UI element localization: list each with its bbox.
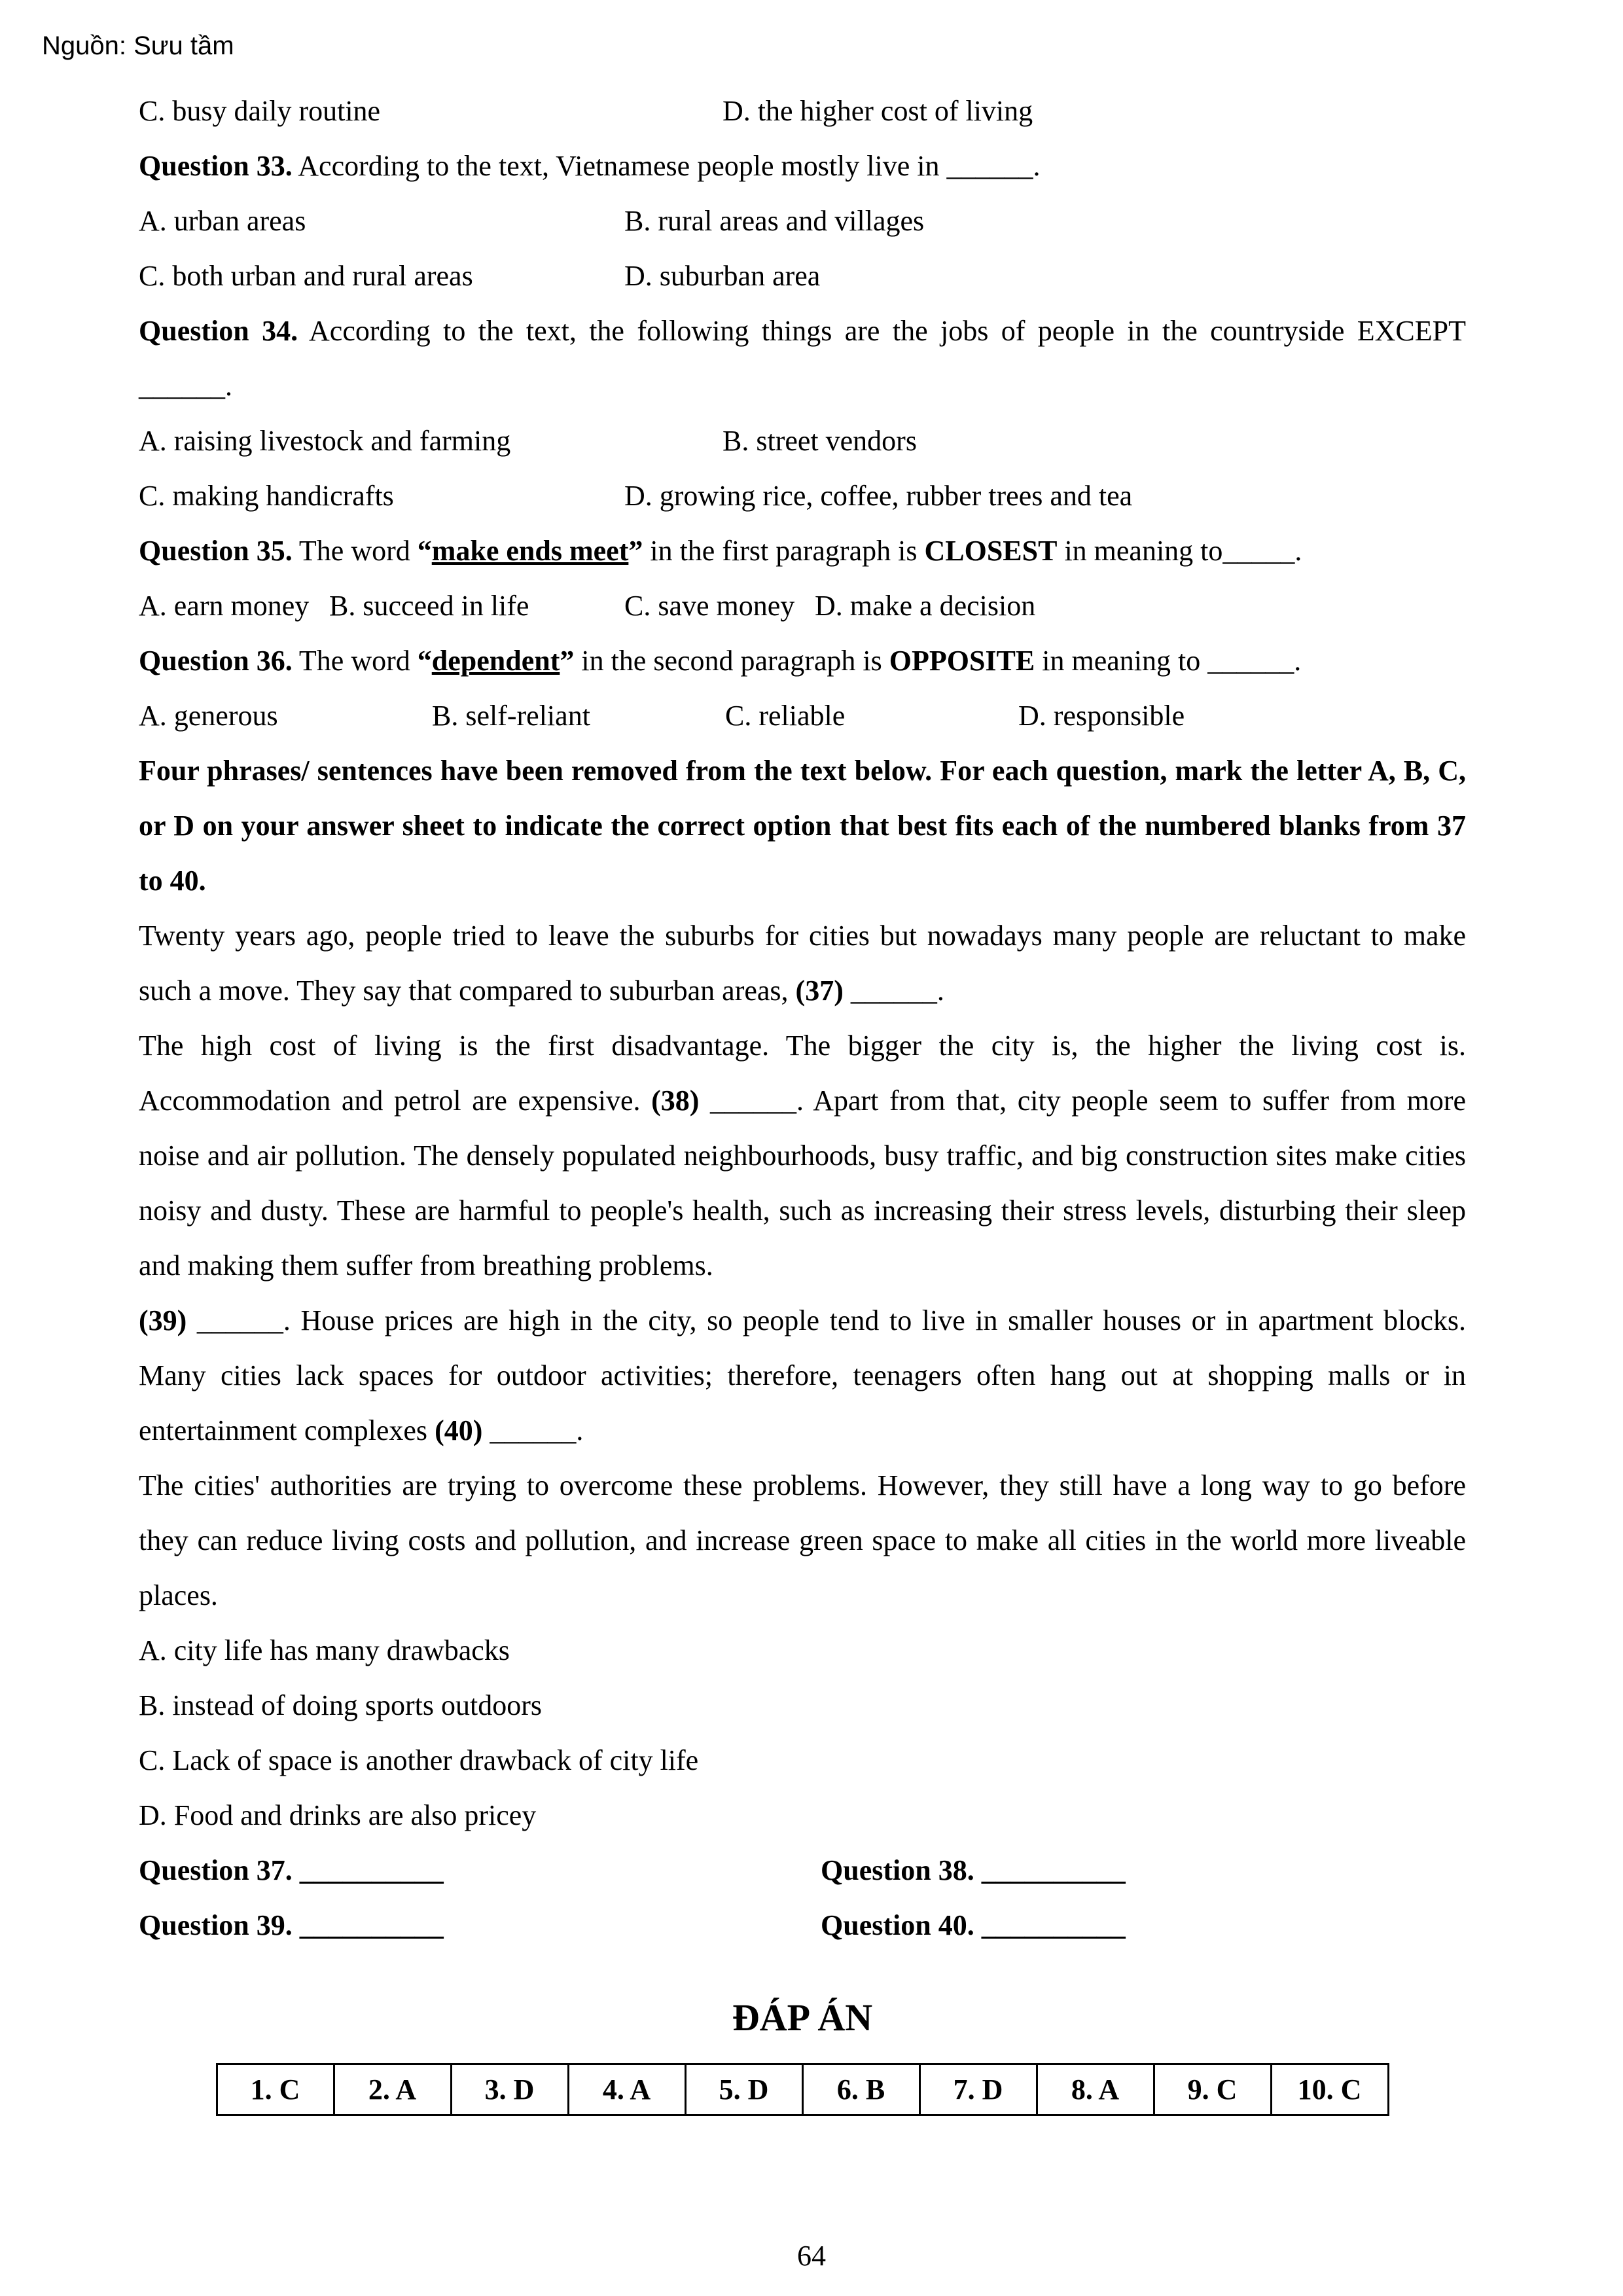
question-36-term: dependent [431,645,560,677]
options-row-q32 [139,84,1466,139]
answer-key-title: ĐÁP ÁN [732,1996,873,2039]
option-a: A. earn money [139,590,310,622]
question-38-blank [821,1843,1126,1898]
question-35-post: in meaning to_____. [1057,535,1302,567]
question-35-mid: in the first paragraph is [643,535,925,567]
blank-number-39: (39) [139,1304,187,1336]
choice-a: A. city life has many drawbacks [139,1634,510,1666]
question-34-label: Question 34. [139,315,298,347]
question-38-blank-text: Question 38. __________ [821,1854,1126,1886]
choice-b: B. instead of doing sports outdoors [139,1689,542,1721]
passage-paragraph-4 [139,1458,1466,1623]
quote-open: “ [417,645,432,677]
option-b: B. succeed in life [329,590,529,622]
blank-number-37: (37) [795,975,844,1007]
question-39-blank [139,1898,821,1953]
quote-close: ” [628,535,643,567]
question-33 [139,139,1466,194]
page-number: 64 [797,2240,826,2272]
question-34 [139,304,1466,414]
question-36-post: in meaning to ______. [1035,645,1302,677]
choice-d: D. Food and drinks are also pricey [139,1799,537,1831]
question-39-blank-text: Question 39. __________ [139,1909,444,1941]
paragraph-text: The high cost of living is the first disadvantage. The bigger the city is, the higher the living cost is. Accommodation and petrol are expensive. [139,1030,1466,1117]
option-a: A. generous [139,700,278,732]
option-a: A. urban areas [139,205,306,237]
quote-close: ” [560,645,575,677]
question-40-blank [821,1898,1126,1953]
option-d: D. the higher cost of living [722,95,1033,127]
option-c: C. both urban and rural areas [139,260,473,292]
option-b: B. rural areas and villages [624,205,925,237]
question-36-mid: in the second paragraph is [574,645,889,677]
instructions-text: Four phrases/ sentences have been removed from the text below. For each question, mark the letter A, B, C, or D on your answer sheet to indicate the correct option that best fits each of the numbered blanks from 37 to 40. [139,755,1466,897]
fill-in-row-1 [139,1843,1466,1898]
passage-paragraph-2 [139,1018,1466,1293]
blank-line: ______. [843,975,944,1007]
option-c: C. making handicrafts [139,480,394,512]
option-b: B. self-reliant [432,700,590,732]
answer-cell: 2. A [334,2064,451,2115]
option-b: B. street vendors [722,425,917,457]
question-35 [139,524,1466,579]
answer-cell: 1. C [217,2064,334,2115]
question-33-options-cd [139,249,1466,304]
option-c: C. save money [624,590,795,622]
question-33-label: Question 33. [139,150,293,182]
answer-key-row [217,2064,1388,2115]
blank-number-40: (40) [435,1414,483,1446]
source-note: Nguồn: Sưu tầm [42,31,234,60]
question-36-label: Question 36. [139,645,293,677]
question-36 [139,634,1466,689]
blank-number-38: (38) [651,1085,700,1117]
paragraph-text: ______. Apart from that, city people seem to suffer from more noise and air pollution. The densely populated neighbourhoods, busy traffic, and big construction sites make cities noisy and dusty. These are harmful to people's health, such as increasing their stress levels, disturbing their sleep and making them suffer from breathing problems. [139,1085,1466,1282]
option-c: C. reliable [725,700,846,732]
option-d: D. suburban area [624,260,821,292]
document-content [139,84,1466,2116]
quote-open: “ [417,535,432,567]
passage-paragraph-1 [139,908,1466,1018]
answer-cell: 3. D [451,2064,568,2115]
answer-cell: 8. A [1037,2064,1154,2115]
question-34-text: According to the text, the following things are the jobs of people in the countryside EXCEPT ______. [139,315,1466,402]
question-33-options-ab [139,194,1466,249]
question-35-term: make ends meet [431,535,629,567]
choice-c: C. Lack of space is another drawback of city life [139,1744,699,1776]
question-36-options [139,689,1466,744]
question-35-options [139,579,1466,634]
question-37-blank-text: Question 37. __________ [139,1854,444,1886]
option-a: A. raising livestock and farming [139,425,511,457]
answer-cell: 10. C [1271,2064,1388,2115]
paragraph-text: ______. House prices are high in the city, so people tend to live in smaller houses or in apartment blocks. Many cities lack spaces for outdoor activities; therefore, teenagers often hang out at shopping malls or in entertainment complexes [139,1304,1466,1446]
answer-cell: 9. C [1154,2064,1271,2115]
section-instructions [139,744,1466,908]
answer-cell: 4. A [568,2064,685,2115]
option-d: D. growing rice, coffee, rubber trees and tea [624,480,1133,512]
answer-cell: 5. D [685,2064,802,2115]
blank-line: ______. [482,1414,584,1446]
option-d: D. responsible [1018,700,1185,732]
paragraph-text: Twenty years ago, people tried to leave the suburbs for cities but nowadays many people are reluctant to make such a move. They say that compared to suburban areas, [139,920,1466,1007]
question-36-pre: The word [292,645,418,677]
answer-key-table [216,2063,1389,2116]
question-37-blank [139,1843,821,1898]
option-d: D. make a decision [815,590,1036,622]
passage-paragraph-3 [139,1293,1466,1458]
answer-cell: 6. B [802,2064,919,2115]
question-33-text: According to the text, Vietnamese people mostly live in ______. [292,150,1041,182]
question-35-pre: The word [292,535,418,567]
paragraph-text: The cities' authorities are trying to overcome these problems. However, they still have a long way to go before they can reduce living costs and pollution, and increase green space to make all cities in the world more liveable places. [139,1469,1466,1611]
question-34-options-ab [139,414,1466,469]
question-40-blank-text: Question 40. __________ [821,1909,1126,1941]
question-35-emphasis: CLOSEST [924,535,1058,567]
answer-key-section [139,1995,1466,2116]
option-c: C. busy daily routine [139,95,381,127]
question-34-options-cd [139,469,1466,524]
answer-cell: 7. D [919,2064,1037,2115]
fill-in-row-2 [139,1898,1466,1953]
question-36-emphasis: OPPOSITE [889,645,1035,677]
question-35-label: Question 35. [139,535,293,567]
